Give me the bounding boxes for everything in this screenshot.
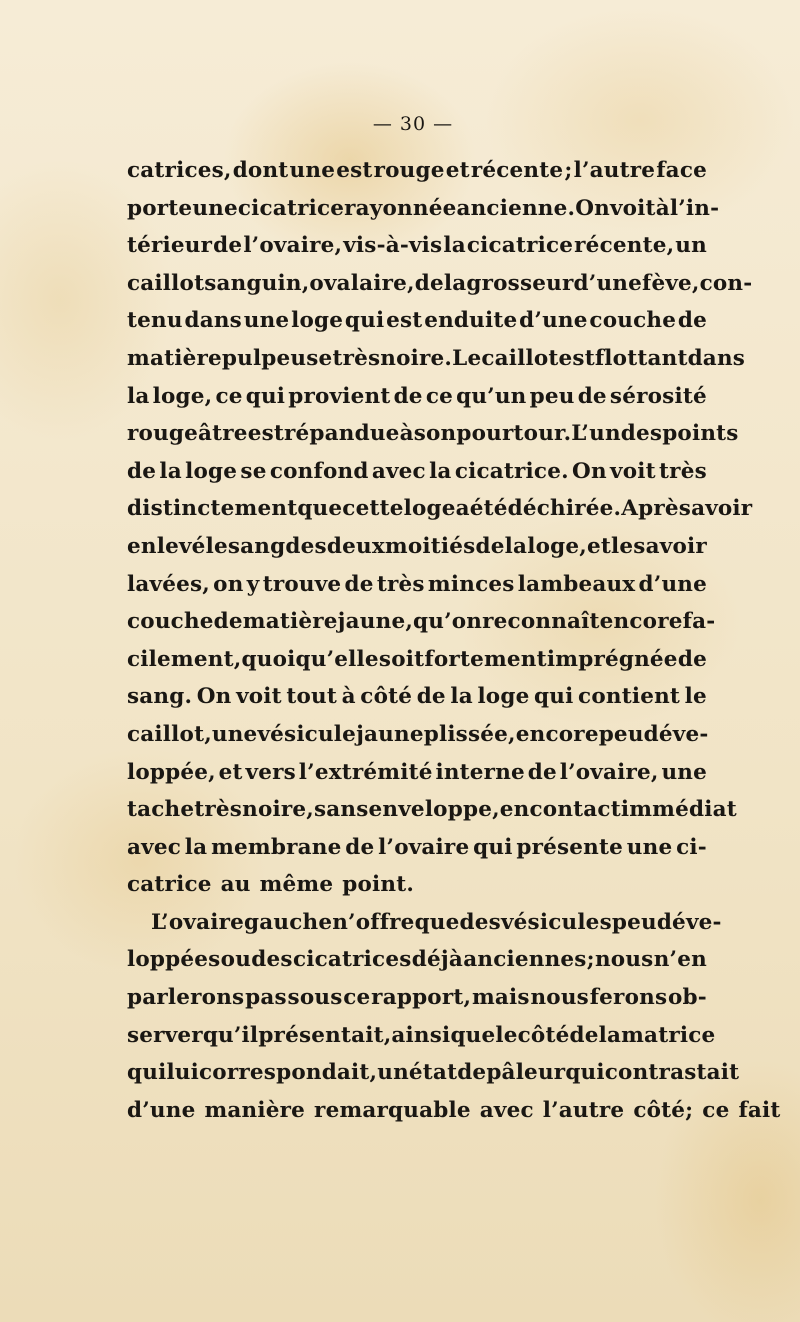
text-line: tache très noire, sans enveloppe, en contact immédiat xyxy=(127,797,737,823)
text-line: catrice au même point. xyxy=(127,872,415,898)
text-line: de la loge se confond avec la cicatrice. On voit très xyxy=(127,458,707,484)
text-line: avec la membrane de l’ovaire qui présente une ci- xyxy=(127,834,707,860)
text-line: cilement, quoiqu’elle soit fortement imprégnée de xyxy=(127,646,707,672)
text-line: porte une cicatrice rayonnée ancienne. On voit à l’in- xyxy=(127,195,720,221)
page-number: — 30 — xyxy=(372,113,454,135)
text-line: térieur de l’ovaire, vis-à-vis la cicatrice récente, un xyxy=(127,233,707,259)
text-line: parlerons pas sous ce rapport, mais nous ferons ob- xyxy=(127,985,707,1011)
text-line: la loge, ce qui provient de ce qu’un peu de sérosité xyxy=(127,383,707,409)
text-line: tenu dans une loge qui est enduite d’une couche de xyxy=(127,308,707,334)
text-line: sang. On voit tout à côté de la loge qui contient le xyxy=(127,684,707,710)
text-line: lavées, on y trouve de très minces lambeaux d’une xyxy=(127,571,707,597)
text-line: rougeâtre est répandue à son pourtour. L’un des points xyxy=(127,421,739,447)
text-line: L’ovaire gauche n’offre que des vésicules peu déve- xyxy=(151,909,722,935)
text-line: loppée, et vers l’extrémité interne de l’ovaire, une xyxy=(127,759,707,785)
body-text xyxy=(127,152,781,1129)
text-line: matière pulpeuse très noire. Le caillot est flottant dans xyxy=(127,345,746,371)
text-line: couche de matière jaune, qu’on reconnaît encore fa- xyxy=(127,609,716,635)
text-line: qui lui correspondait, un état de pâleur qui contrastait xyxy=(127,1060,740,1086)
text-line: caillot sanguin, ovalaire, de la grosseur d’une fève, con- xyxy=(127,270,753,296)
text-line: server qu’il présentait, ainsi que le côté de la matrice xyxy=(127,1022,716,1048)
text-line: distinctement que cette loge a été déchirée. Après avoir xyxy=(127,496,753,522)
text-line: caillot, une vésicule jaune plissée, encore peu déve- xyxy=(127,721,709,747)
text-line: enlevé le sang des deux moitiés de la loge, et les avoir xyxy=(127,533,707,559)
text-line: d’une manière remarquable avec l’autre côté; ce fait xyxy=(127,1097,781,1123)
text-line: catrices, dont une est rouge et récente ; l’autre face xyxy=(127,158,707,183)
text-line: loppées ou des cicatrices déjà anciennes; nous n’en xyxy=(127,947,707,973)
